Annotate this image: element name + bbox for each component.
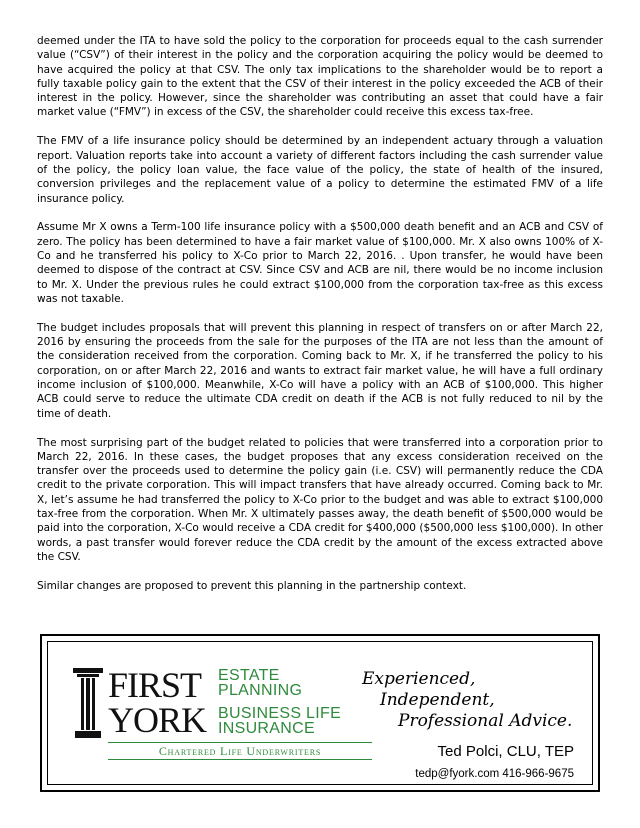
paragraph: The budget includes proposals that will prevent this planning in respect of transfers on or after March 22, 2016 by ensuring the proceeds from the sale for the purposes of the ITA are not less than the amount of the consideration received from the corporation. Coming back to Mr. X, if he transferred the policy to his corporation, on or after March 22, 2016 and wants to extract fair market value, he will have a full ordinary income inclusion of $100,000. Meanwhile, X-Co will have a policy with an ACB of $100,000. This higher ACB could serve to reduce the ultimate CDA credit on death if the ACB is not fully reduced to nil by the time of death. <box>37 321 603 420</box>
chartered-banner: Chartered Life Underwriters <box>108 742 372 760</box>
service-planning: PLANNING <box>218 682 303 699</box>
tagline-professional: Professional Advice. <box>398 711 573 731</box>
advertisement-box <box>40 634 600 792</box>
service-estate: ESTATE <box>218 667 280 684</box>
paragraph: The FMV of a life insurance policy should be determined by an independent actuary through a valuation report. Valuation reports take into account a variety of different factors including the cash surrender value of the policy, the policy loan value, the face value of the policy, the state of health of the insured, conversion privileges and the replacement value of a policy to determine the estimated FMV of a life insurance policy. <box>37 135 603 205</box>
paragraph: deemed under the ITA to have sold the policy to the corporation for proceeds equal to the cash surrender value (“CSV”) of their interest in the policy and the corporation acquiring the policy would be deemed to have acquired the policy at that CSV. The only tax implications to the shareholder would be to report a fully taxable policy gain to the extent that the CSV of their interest in the policy exceeded the ACB of their interest in the policy. However, since the shareholder was contributing an asset that could have a fair market value (“FMV”) in excess of the CSV, the shareholder could receive this excess tax-free. <box>37 35 603 119</box>
logo-first-text: FIRST <box>108 665 202 705</box>
article-body <box>37 34 603 608</box>
tagline-experienced: Experienced, <box>362 669 476 689</box>
phone-number: 416-966-9675 <box>502 768 574 780</box>
email-link[interactable]: tedp@fyork.com <box>415 768 500 780</box>
tagline-independent: Independent, <box>380 690 495 710</box>
paragraph: Assume Mr X owns a Term-100 life insurance policy with a $500,000 death benefit and an ACB and CSV of zero. The policy has been determined to have a fair market value of $100,000. Mr. X also owns 100% of X-Co and he transferred his policy to X-Co prior to March 22, 2016. . Upon transfer, he would have been deemed to dispose of the contract at CSV. Since CSV and ACB are nil, there would be no income inclusion to Mr. X. Under the previous rules he could extract $100,000 from the corporation tax-free as this excess was not taxable. <box>37 221 603 305</box>
advisor-name: Ted Polci, CLU, TEP <box>437 743 574 760</box>
pillar-logo-icon <box>71 668 105 738</box>
service-insurance: INSURANCE <box>218 720 315 737</box>
contact-line <box>415 768 574 780</box>
advertisement-inner-border <box>47 641 593 785</box>
logo-york-text: YORK <box>108 700 207 740</box>
paragraph: Similar changes are proposed to prevent this planning in the partnership context. <box>37 579 467 592</box>
paragraph: The most surprising part of the budget related to policies that were transferred into a corporation prior to March 22, 2016. In these cases, the budget proposes that any excess consideration received on the transfer over the proceeds used to determine the policy gain (i.e. CSV) will permanently reduce the CDA credit to the private corporation. This will impact transfers that have already occurred. Coming back to Mr. X, let’s assume he had transferred the policy to X-Co prior to the budget and was able to extract $100,000 tax-free from the corporation. When Mr. X ultimately passes away, the death benefit of $500,000 would be paid into the corporation, X-Co would receive a CDA credit for $400,000 ($500,000 less $100,000). In other words, a past transfer would forever reduce the CDA credit by the amount of the excess extracted above the CSV. <box>37 436 603 563</box>
service-business-life: BUSINESS LIFE <box>218 705 342 722</box>
